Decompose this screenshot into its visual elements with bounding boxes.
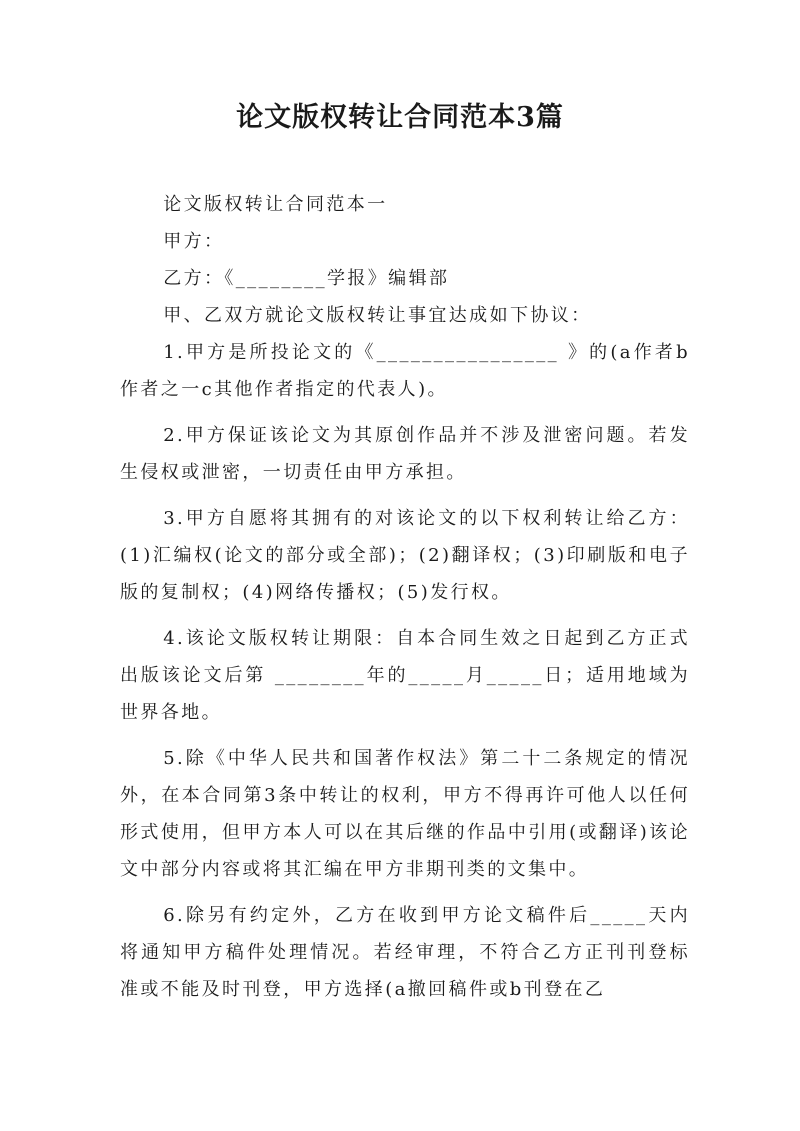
clause-1: 1.甲方是所投论文的《________________ 》的(a作者b作者之一c其他作者指定的代表人)。 — [120, 342, 690, 400]
clause-3: 3.甲方自愿将其拥有的对该论文的以下权利转让给乙方：(1)汇编权(论文的部分或全部)；(2)翻译权；(3)印刷版和电子版的复制权；(4)网络传播权；(5)发行权。 — [120, 508, 690, 603]
clause-4: 4.该论文版权转让期限：自本合同生效之日起到乙方正式出版该论文后第 ________年的_____月_____日；适用地域为世界各地。 — [120, 628, 690, 723]
contract-subtitle: 论文版权转让合同范本一 — [163, 194, 388, 215]
document-title: 论文版权转让合同范本3篇 — [236, 102, 564, 133]
clause-6: 6.除另有约定外，乙方在收到甲方论文稿件后_____天内将通知甲方稿件处理情况。若经审理，不符合乙方正刊刊登标准或不能及时刊登，甲方选择(a撤回稿件或b刊登在乙 — [120, 905, 690, 1000]
document-body — [120, 186, 690, 1008]
party-b-line: 乙方：《________学报》编辑部 — [163, 268, 450, 289]
clause-5: 5.除《中华人民共和国著作权法》第二十二条规定的情况外，在本合同第3条中转让的权利，甲方不得再许可他人以任何形式使用，但甲方本人可以在其后继的作品中引用(或翻译)该论文中部分内容或将其汇编在甲方非期刊类的文集中。 — [120, 748, 690, 880]
party-a-line: 甲方： — [163, 231, 225, 252]
clause-2: 2.甲方保证该论文为其原创作品并不涉及泄密问题。若发生侵权或泄密，一切责任由甲方承担。 — [120, 425, 690, 483]
agreement-intro: 甲、乙双方就论文版权转让事宜达成如下协议： — [163, 305, 592, 326]
